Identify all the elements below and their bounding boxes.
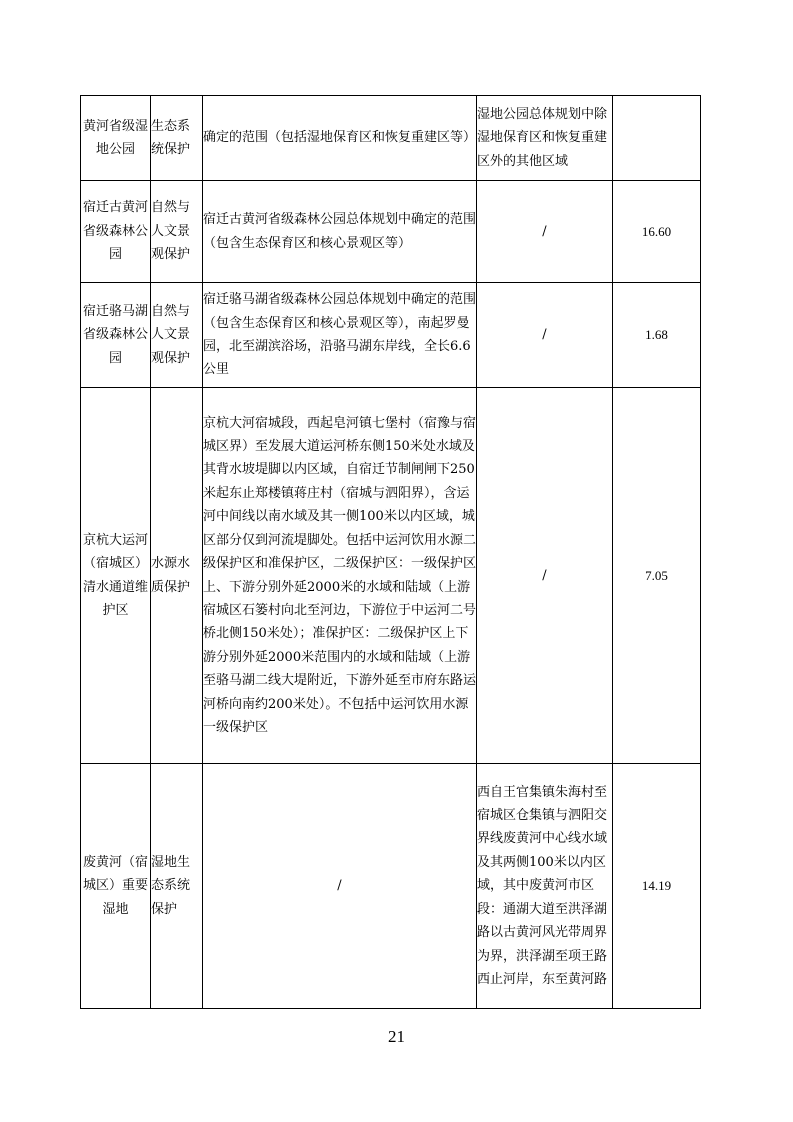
general-range-cell: / — [477, 283, 613, 388]
general-range-cell: 西自王官集镇朱海村至宿城区仓集镇与泗阳交界线废黄河中心线水域及其两侧100米以内区域，其中废黄河市区段：通湖大道至洪泽湖路以古黄河风光带周界为界，洪泽湖至项王路西止河岸，东至黄河路 — [477, 764, 613, 1009]
table-row — [81, 388, 701, 764]
area-name-cell: 废黄河（宿城区）重要湿地 — [81, 764, 151, 1009]
table-row — [81, 96, 701, 181]
core-range-cell: 京杭大河宿城段，西起皂河镇七堡村（宿豫与宿城区界）至发展大道运河桥东侧150米处水域及其背水坡堤脚以内区域，自宿迁节制闸闸下250米起东止郑楼镇蒋庄村（宿城与泗阳界），含运河中间线以南水域及其一侧100米以内区域，城区部分仅到河流堤脚处。包括中运河饮用水源二级保护区和准保护区，二级保护区：一级保护区上、下游分别外延2000米的水域和陆域（上游宿城区石篓村向北至河边，下游位于中运河二号桥北侧150米处）；准保护区：二级保护区上下游分别外延2000米范围内的水域和陆域（上游至骆马湖二线大堤附近，下游外延至市府东路运河桥向南约200米处）。不包括中运河饮用水源一级保护区 — [203, 388, 477, 764]
table-row — [81, 764, 701, 1009]
area-name-cell: 京杭大运河（宿城区）清水通道维护区 — [81, 388, 151, 764]
area-name-cell: 黄河省级湿地公园 — [81, 96, 151, 181]
area-value-cell — [613, 96, 701, 181]
area-name-cell: 宿迁古黄河省级森林公园 — [81, 181, 151, 283]
core-range-cell: / — [203, 764, 477, 1009]
protection-type-cell: 自然与人文景观保护 — [151, 181, 203, 283]
core-range-cell: 确定的范围（包括湿地保育区和恢复重建区等） — [203, 96, 477, 181]
area-value-cell: 7.05 — [613, 388, 701, 764]
core-range-cell: 宿迁骆马湖省级森林公园总体规划中确定的范围（包含生态保育区和核心景观区等），南起罗曼园，北至湖滨浴场，沿骆马湖东岸线，全长6.6公里 — [203, 283, 477, 388]
general-range-cell: / — [477, 388, 613, 764]
protection-type-cell: 水源水质保护 — [151, 388, 203, 764]
protection-type-cell: 生态系统保护 — [151, 96, 203, 181]
area-value-cell: 16.60 — [613, 181, 701, 283]
area-value-cell: 14.19 — [613, 764, 701, 1009]
general-range-cell: 湿地公园总体规划中除湿地保育区和恢复重建区外的其他区域 — [477, 96, 613, 181]
protection-area-table — [80, 95, 701, 1009]
table-row — [81, 283, 701, 388]
protection-type-cell: 湿地生态系统保护 — [151, 764, 203, 1009]
area-name-cell: 宿迁骆马湖省级森林公园 — [81, 283, 151, 388]
area-value-cell: 1.68 — [613, 283, 701, 388]
protection-type-cell: 自然与人文景观保护 — [151, 283, 203, 388]
table-row — [81, 181, 701, 283]
core-range-cell: 宿迁古黄河省级森林公园总体规划中确定的范围（包含生态保育区和核心景观区等） — [203, 181, 477, 283]
page-number: 21 — [388, 1027, 405, 1046]
general-range-cell: / — [477, 181, 613, 283]
